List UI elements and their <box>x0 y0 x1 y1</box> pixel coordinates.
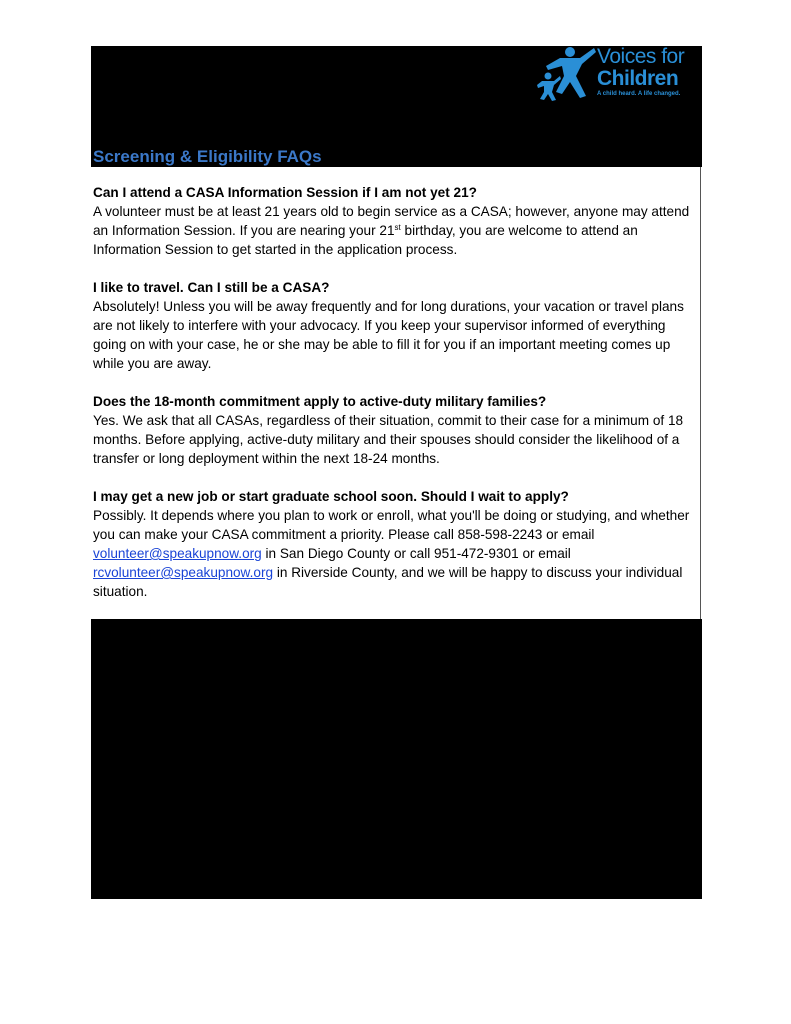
faq-item-1 <box>93 183 693 259</box>
faq-item-4 <box>93 487 693 601</box>
logo-tagline: A child heard. A life changed. <box>597 91 681 97</box>
page-title: Screening & Eligibility FAQs <box>93 147 322 166</box>
riverside-email-link[interactable]: rcvolunteer@speakupnow.org <box>93 565 274 580</box>
faq-question: Can I attend a CASA Information Session if I am not yet 21? <box>93 185 477 200</box>
redacted-footer-block <box>91 619 702 899</box>
faq-question: I may get a new job or start graduate school soon. Should I wait to apply? <box>93 489 569 504</box>
logo-wordmark <box>597 46 684 90</box>
faq-item-3 <box>93 392 693 468</box>
faq-item-2 <box>93 278 693 373</box>
san-diego-email-link[interactable]: volunteer@speakupnow.org <box>93 546 262 561</box>
faq-question: Does the 18-month commitment apply to active-duty military families? <box>93 394 547 409</box>
faq-answer: Yes. We ask that all CASAs, regardless of their situation, commit to their case for a minimum of 18 months. Before applying, active-duty military and their spouses should consider the likelihood of a transfer or long deployment within the next 18-24 months. <box>93 413 684 466</box>
logo-line1: Voices for <box>597 45 685 68</box>
faq-answer: Possibly. It depends where you plan to work or enroll, what you'll be doing or studying, and whether you can make your CASA commitment a priority. Please call 858-598-2243 or email volunteer@speakupnow.org in San Diego County or call 951-472-9301 or email rcvolunteer@speakupnow.org in Riverside County, and we will be happy to discuss your individual situation. <box>93 508 690 599</box>
logo-line2: Children <box>597 67 679 90</box>
faq-answer: Absolutely! Unless you will be away frequently and for long durations, your vacation or travel plans are not likely to interfere with your advocacy. If you keep your supervisor informed of everything going on with your case, he or she may be able to fill it for you if an important meeting comes up while you are away. <box>93 299 684 371</box>
faq-answer: A volunteer must be at least 21 years old to begin service as a CASA; however, anyone may attend an Information Session. If you are nearing your 21st birthday, you are welcome to attend an Information Session to get started in the application process. <box>93 204 690 257</box>
faq-question: I like to travel. Can I still be a CASA? <box>93 280 330 295</box>
